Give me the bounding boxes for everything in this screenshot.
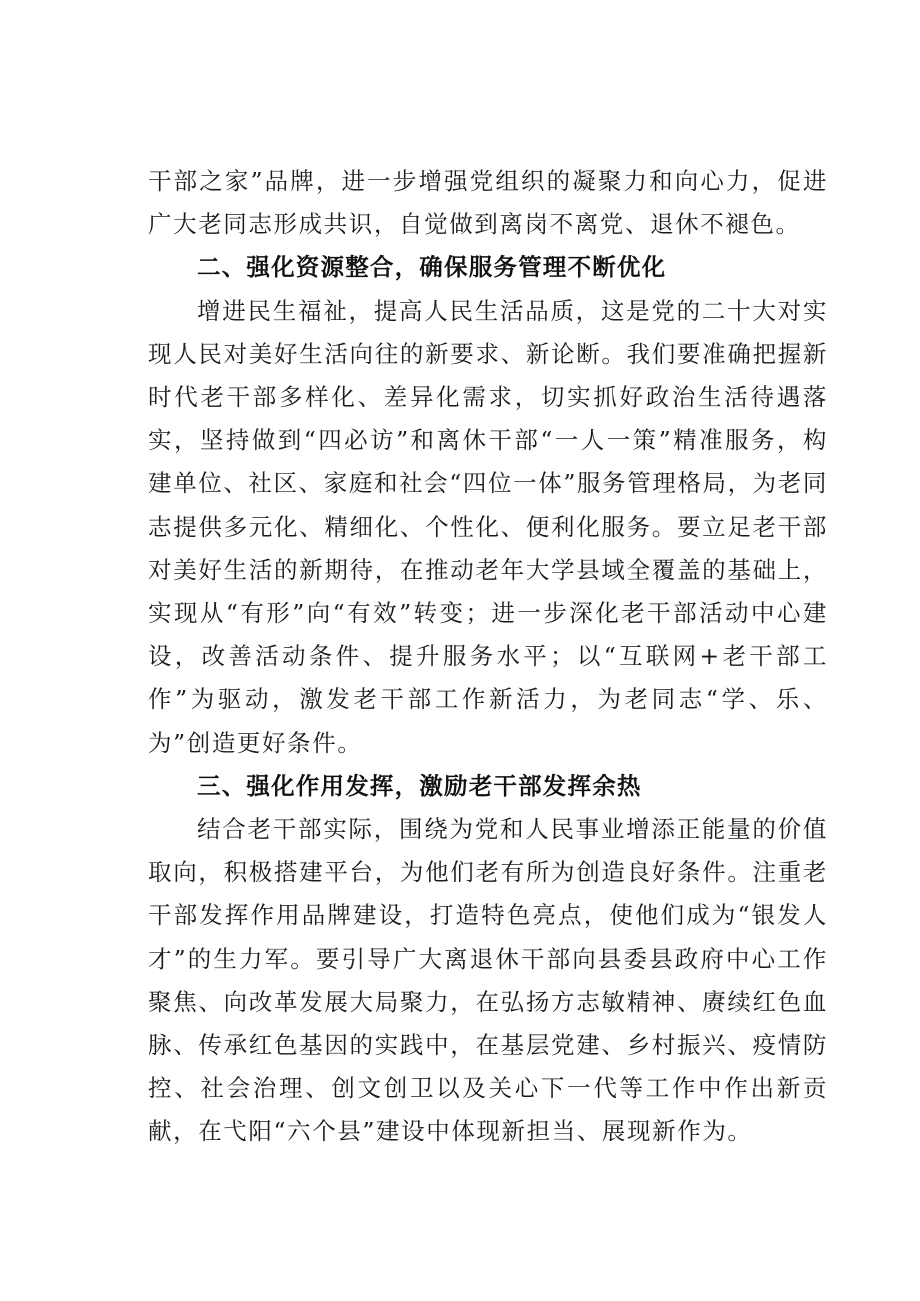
document-body <box>148 160 828 1154</box>
section-2-heading: 二、强化资源整合，确保服务管理不断优化 <box>197 253 667 282</box>
section-3-heading: 三、强化作用发挥，激励老干部发挥余热 <box>197 771 642 800</box>
section-3-paragraph: 结合老干部实际，围绕为党和人民事业增添正能量的价值取向，积极搭建平台，为他们老有所为创造良好条件。注重老干部发挥作用品牌建设，打造特色亮点，使他们成为“银发人才”的生力军。要引导广大离退休干部向县委县政府中心工作聚焦、向改革发展大局聚力，在弘扬方志敏精神、赓续红色血脉、传承红色基因的实践中，在基层党建、乡村振兴、疫情防控、社会治理、创文创卫以及关心下一代等工作中作出新贡献，在弋阳“六个县”建设中体现新担当、展现新作为。 <box>148 815 828 1146</box>
section-2-paragraph: 增进民生福祉，提高人民生活品质，这是党的二十大对实现人民对美好生活向往的新要求、新论断。我们要准确把握新时代老干部多样化、差异化需求，切实抓好政治生活待遇落实，坚持做到“四必访”和离休干部“一人一策”精准服务，构建单位、社区、家庭和社会“四位一体”服务管理格局，为老同志提供多元化、精细化、个性化、便利化服务。要立足老干部对美好生活的新期待，在推动老年大学县域全覆盖的基础上，实现从“有形”向“有效”转变；进一步深化老干部活动中心建设，改善活动条件、提升服务水平；以“互联网+老干部工作”为驱动，激发老干部工作新活力，为老同志“学、乐、为”创造更好条件。 <box>148 296 828 757</box>
intro-paragraph: 干部之家”品牌，进一步增强党组织的凝聚力和向心力，促进广大老同志形成共识，自觉做到离岗不离党、退休不褪色。 <box>148 167 828 239</box>
